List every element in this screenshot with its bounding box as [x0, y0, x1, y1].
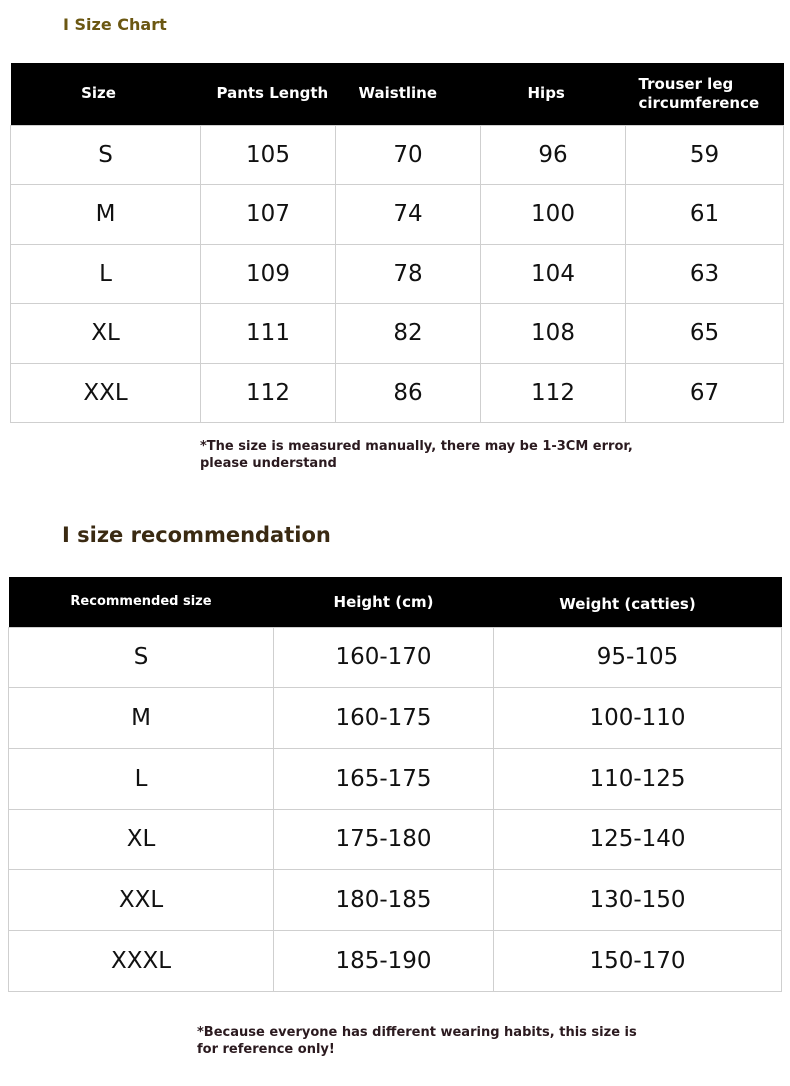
- cell-pants-length: 109: [201, 244, 336, 304]
- cell-waistline: 86: [336, 363, 481, 423]
- cell-hips: 112: [481, 363, 626, 423]
- size-recommendation-table: [8, 577, 782, 992]
- size-chart-table: [10, 63, 784, 423]
- cell-leg-circumference: 59: [626, 125, 784, 185]
- cell-recommended-size: XL: [9, 809, 274, 870]
- table-row: [11, 125, 784, 185]
- header-pants-length: Pants Length: [216, 84, 329, 103]
- header-hips: Hips: [527, 84, 565, 103]
- header-recommended-size: Recommended size: [70, 594, 212, 610]
- cell-waistline: 82: [336, 304, 481, 364]
- cell-weight: 95-105: [494, 627, 782, 688]
- cell-recommended-size: S: [9, 627, 274, 688]
- size-chart-header-row: [11, 63, 784, 125]
- cell-size: S: [11, 125, 201, 185]
- cell-pants-length: 105: [201, 125, 336, 185]
- cell-leg-circumference: 67: [626, 363, 784, 423]
- measurement-note: *The size is measured manually, there may be 1-3CM error, please understand: [200, 439, 633, 471]
- cell-weight: 130-150: [494, 870, 782, 931]
- size-chart-title: I Size Chart: [63, 15, 167, 34]
- table-row: [11, 185, 784, 245]
- table-row: [9, 809, 782, 870]
- reference-note: *Because everyone has different wearing habits, this size is for reference only!: [197, 1025, 637, 1057]
- table-row: [9, 627, 782, 688]
- table-row: [9, 688, 782, 749]
- cell-recommended-size: M: [9, 688, 274, 749]
- recommendation-header-row: [9, 577, 782, 627]
- cell-weight: 100-110: [494, 688, 782, 749]
- table-row: [11, 363, 784, 423]
- cell-hips: 108: [481, 304, 626, 364]
- cell-pants-length: 111: [201, 304, 336, 364]
- table-row: [9, 748, 782, 809]
- cell-weight: 150-170: [494, 930, 782, 991]
- cell-height: 180-185: [274, 870, 494, 931]
- cell-pants-length: 107: [201, 185, 336, 245]
- cell-height: 165-175: [274, 748, 494, 809]
- cell-leg-circumference: 61: [626, 185, 784, 245]
- cell-weight: 125-140: [494, 809, 782, 870]
- size-recommendation-title: I size recommendation: [62, 523, 331, 547]
- cell-recommended-size: XXL: [9, 870, 274, 931]
- table-row: [9, 870, 782, 931]
- cell-hips: 100: [481, 185, 626, 245]
- cell-height: 160-170: [274, 627, 494, 688]
- cell-size: XL: [11, 304, 201, 364]
- cell-height: 175-180: [274, 809, 494, 870]
- cell-weight: 110-125: [494, 748, 782, 809]
- header-waistline: Waistline: [358, 84, 438, 103]
- table-row: [9, 930, 782, 991]
- cell-height: 185-190: [274, 930, 494, 991]
- cell-size: XXL: [11, 363, 201, 423]
- header-height: Height (cm): [333, 592, 434, 611]
- table-row: [11, 304, 784, 364]
- cell-waistline: 74: [336, 185, 481, 245]
- cell-size: M: [11, 185, 201, 245]
- cell-height: 160-175: [274, 688, 494, 749]
- cell-recommended-size: L: [9, 748, 274, 809]
- cell-size: L: [11, 244, 201, 304]
- cell-hips: 104: [481, 244, 626, 304]
- header-weight: Weight (catties): [559, 595, 696, 614]
- cell-leg-circumference: 63: [626, 244, 784, 304]
- table-row: [11, 244, 784, 304]
- cell-recommended-size: XXXL: [9, 930, 274, 991]
- cell-waistline: 78: [336, 244, 481, 304]
- header-trouser-leg-circumference: Trouser leg circumference: [638, 74, 760, 112]
- cell-leg-circumference: 65: [626, 304, 784, 364]
- cell-waistline: 70: [336, 125, 481, 185]
- cell-pants-length: 112: [201, 363, 336, 423]
- header-size: Size: [81, 84, 116, 103]
- cell-hips: 96: [481, 125, 626, 185]
